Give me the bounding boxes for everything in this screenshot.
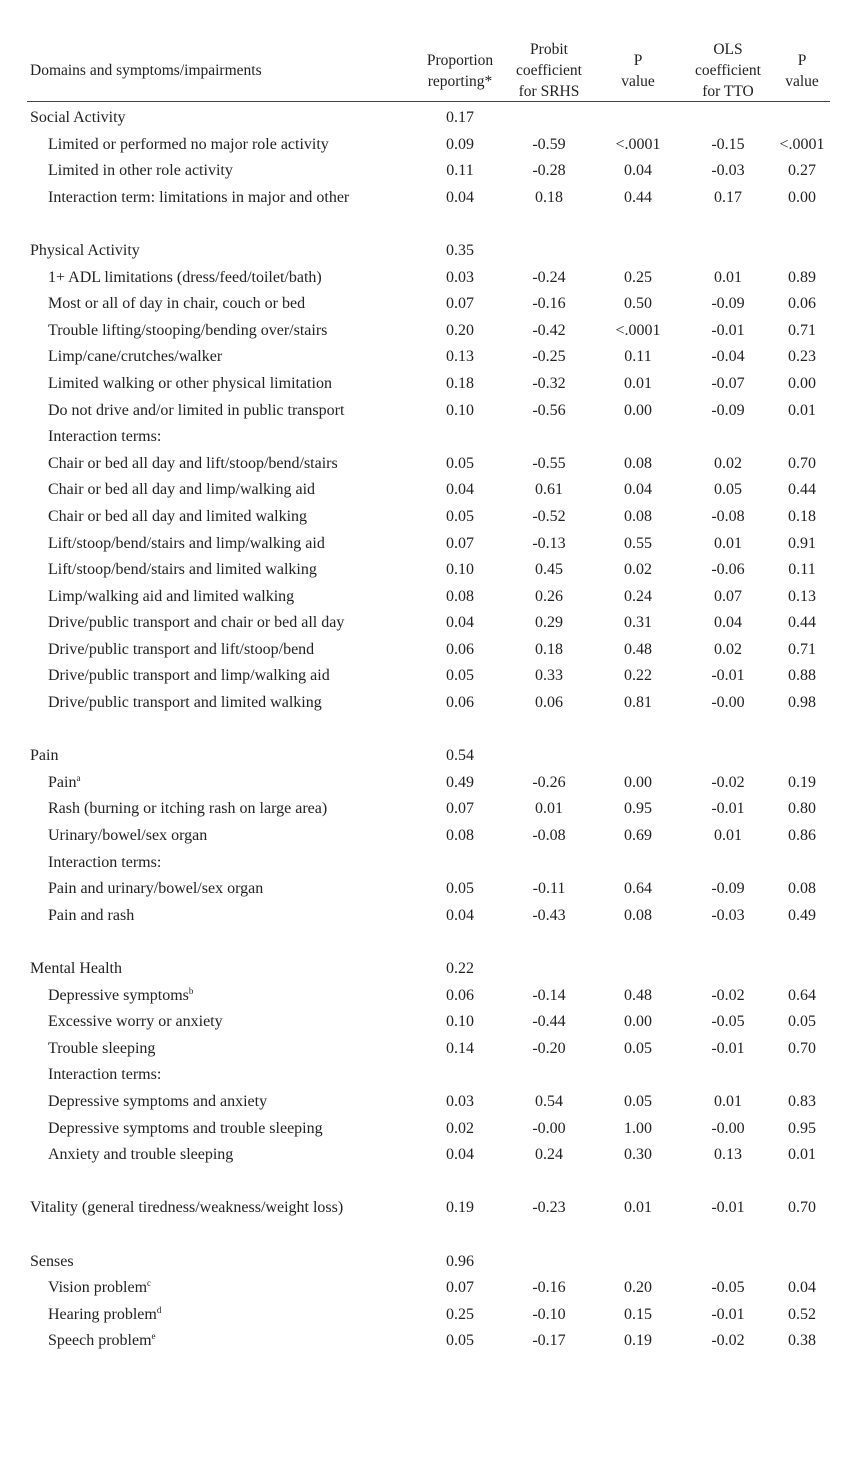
proportion-cell: 0.20 (446, 321, 474, 339)
table-row (0, 877, 860, 904)
p-value-tto-cell: 0.89 (788, 268, 816, 286)
row-label: Chair or bed all day and limp/walking aid (48, 481, 316, 499)
table-row (0, 1196, 860, 1223)
probit-cell: -0.42 (532, 321, 566, 339)
probit-cell: -0.59 (532, 135, 566, 153)
p-value-srhs-cell: 0.19 (624, 1332, 652, 1350)
table-row (0, 292, 860, 319)
row-label: Pain and urinary/bowel/sex organ (48, 880, 264, 898)
row-label: Anxiety and trouble sleeping (48, 1146, 234, 1164)
proportion-cell: 0.22 (446, 960, 474, 977)
table-row (0, 1303, 860, 1330)
ols-cell: -0.01 (711, 667, 745, 685)
proportion-cell: 0.14 (446, 1039, 474, 1057)
row-label: Trouble lifting/stooping/bending over/stairs (48, 321, 328, 339)
table-row (0, 1276, 860, 1303)
p-value-tto-cell: 0.06 (788, 295, 816, 313)
footnote-marker: a (76, 772, 81, 783)
row-label: 1+ ADL limitations (dress/feed/toilet/bath) (48, 268, 322, 286)
header-domain: Domains and symptoms/impairments (30, 62, 262, 79)
proportion-cell: 0.07 (446, 534, 474, 552)
proportion-cell: 0.49 (446, 773, 474, 791)
p-value-tto-cell: 0.44 (788, 614, 816, 632)
row-label: Senses (30, 1252, 74, 1270)
p-value-tto-cell: 0.00 (788, 188, 816, 206)
probit-cell: 0.18 (535, 640, 563, 658)
ols-cell: -0.01 (711, 1199, 745, 1217)
probit-cell: -0.08 (532, 827, 566, 845)
row-label: Drive/public transport and limited walking (48, 694, 322, 712)
ols-cell: 0.02 (714, 454, 742, 472)
row-label: Trouble sleeping (48, 1039, 156, 1057)
ols-cell: -0.06 (711, 561, 745, 579)
p-value-srhs-cell: 0.30 (624, 1146, 652, 1164)
footnote-marker: b (188, 985, 194, 996)
ols-cell: -0.07 (711, 374, 745, 392)
p-value-srhs-cell: 0.04 (624, 162, 652, 180)
row-label: Drive/public transport and lift/stoop/bend (48, 640, 315, 658)
row-label: Limited in other role activity (48, 162, 233, 180)
p-value-tto-cell: 0.08 (788, 880, 816, 898)
p-value-tto-cell: 0.70 (788, 1039, 816, 1057)
row-label: Chair or bed all day and lift/stoop/bend/stairs (48, 454, 338, 472)
p-value-tto-cell: 0.71 (788, 321, 816, 339)
p-value-srhs-cell: <.0001 (615, 321, 661, 339)
table-row (0, 399, 860, 426)
row-label: Speech problem$^e$ (48, 1331, 156, 1350)
ols-cell: 0.02 (714, 640, 742, 658)
probit-cell: -0.23 (532, 1199, 566, 1217)
probit-cell: 0.24 (535, 1146, 563, 1164)
p-value-srhs-cell: 0.02 (624, 561, 652, 579)
p-value-tto-cell: 0.23 (788, 348, 816, 366)
table-row (0, 425, 860, 452)
p-value-tto-cell: 0.18 (788, 507, 816, 525)
proportion-cell: 0.10 (446, 1013, 474, 1031)
p-value-srhs-cell: 0.00 (624, 1013, 652, 1031)
p-value-srhs-cell: 0.22 (624, 667, 652, 685)
ols-cell: -0.08 (711, 507, 745, 525)
proportion-cell: 0.03 (446, 1092, 474, 1110)
proportion-cell: 0.07 (446, 1279, 474, 1297)
p-value-srhs-cell: 0.24 (624, 587, 652, 605)
proportion-cell: 0.09 (446, 135, 474, 153)
probit-cell: 0.18 (535, 188, 563, 206)
proportion-cell: 0.02 (446, 1119, 474, 1137)
proportion-cell: 0.35 (446, 241, 474, 259)
row-label: Most or all of day in chair, couch or bed (48, 295, 306, 313)
proportion-cell: 0.25 (446, 1305, 474, 1323)
p-value-tto-cell: 0.00 (788, 374, 816, 392)
p-value-srhs-cell: 0.50 (624, 295, 652, 313)
probit-cell: 0.54 (535, 1092, 563, 1110)
probit-cell: -0.17 (532, 1332, 566, 1350)
row-label: Social Activity (30, 109, 126, 126)
p-value-srhs-cell: <.0001 (615, 135, 661, 153)
p-value-tto-cell: 0.88 (788, 667, 816, 685)
ols-cell: -0.02 (711, 986, 745, 1004)
row-label: Limp/cane/crutches/walker (48, 348, 223, 366)
header-ols: OLS coefficient for TTO (695, 41, 761, 100)
ols-cell: 0.01 (714, 1092, 742, 1110)
proportion-cell: 0.19 (446, 1199, 474, 1217)
p-value-srhs-cell: 0.05 (624, 1039, 652, 1057)
p-value-srhs-cell: 0.31 (624, 614, 652, 632)
proportion-cell: 0.04 (446, 906, 474, 924)
row-label: Excessive worry or anxiety (48, 1013, 223, 1031)
row-label: Limp/walking aid and limited walking (48, 587, 295, 605)
ols-cell: -0.01 (711, 321, 745, 339)
ols-cell: -0.04 (711, 348, 745, 366)
ols-cell: 0.13 (714, 1146, 742, 1164)
proportion-cell: 0.13 (446, 348, 474, 366)
row-label: Interaction term: limitations in major and other (48, 188, 350, 206)
row-label: Drive/public transport and chair or bed all day (48, 614, 345, 632)
proportion-cell: 0.04 (446, 614, 474, 632)
row-label: Depressive symptoms$^b$ (48, 985, 194, 1004)
probit-cell: -0.43 (532, 906, 566, 924)
row-label: Interaction terms: (48, 853, 162, 871)
probit-cell: 0.06 (535, 694, 563, 712)
p-value-srhs-cell: 0.55 (624, 534, 652, 552)
probit-cell: -0.10 (532, 1305, 566, 1323)
table-row (0, 1037, 860, 1064)
ols-cell: -0.15 (711, 135, 745, 153)
proportion-cell: 0.04 (446, 188, 474, 206)
proportion-cell: 0.03 (446, 268, 474, 286)
header-p-value-srhs: P value (621, 52, 655, 90)
table-row (0, 106, 860, 133)
probit-cell: -0.44 (532, 1013, 566, 1031)
ols-cell: -0.09 (711, 295, 745, 313)
probit-cell: -0.32 (532, 374, 566, 392)
probit-cell: -0.20 (532, 1039, 566, 1057)
p-value-tto-cell: 0.70 (788, 454, 816, 472)
probit-cell: 0.26 (535, 587, 563, 605)
p-value-srhs-cell: 0.08 (624, 906, 652, 924)
p-value-tto-cell: 0.38 (788, 1332, 816, 1350)
p-value-tto-cell: 0.13 (788, 587, 816, 605)
proportion-cell: 0.07 (446, 295, 474, 313)
table-row (0, 638, 860, 665)
proportion-cell: 0.06 (446, 986, 474, 1004)
p-value-srhs-cell: 0.20 (624, 1279, 652, 1297)
row-label: Chair or bed all day and limited walking (48, 507, 308, 525)
proportion-cell: 0.08 (446, 827, 474, 845)
ols-cell: 0.07 (714, 587, 742, 605)
ols-cell: -0.01 (711, 1305, 745, 1323)
table-row (0, 319, 860, 346)
row-label: Limited walking or other physical limitation (48, 374, 332, 392)
ols-cell: -0.00 (711, 694, 745, 712)
probit-cell: -0.24 (532, 268, 566, 286)
table-row (0, 345, 860, 372)
row-label: Interaction terms: (48, 428, 162, 446)
row-label: Interaction terms: (48, 1066, 162, 1084)
p-value-tto-cell: 0.19 (788, 773, 816, 791)
row-spacer (0, 1223, 860, 1250)
p-value-tto-cell: 0.01 (788, 1146, 816, 1164)
row-label: Mental Health (30, 960, 122, 977)
footnote-marker: e (151, 1331, 156, 1342)
p-value-srhs-cell: 0.64 (624, 880, 652, 898)
p-value-tto-cell: 0.64 (788, 986, 816, 1004)
p-value-tto-cell: 0.83 (788, 1092, 816, 1110)
p-value-srhs-cell: 0.48 (624, 986, 652, 1004)
p-value-srhs-cell: 0.00 (624, 773, 652, 791)
table-row (0, 558, 860, 585)
row-label: Depressive symptoms and anxiety (48, 1092, 268, 1110)
row-label: Drive/public transport and limp/walking aid (48, 667, 330, 685)
p-value-srhs-cell: 0.11 (624, 348, 652, 366)
table-row (0, 1063, 860, 1090)
proportion-cell: 0.05 (446, 880, 474, 898)
table-row (0, 478, 860, 505)
row-label: Hearing problem$^d$ (48, 1304, 162, 1323)
proportion-cell: 0.11 (446, 162, 474, 180)
p-value-tto-cell: <.0001 (779, 135, 825, 153)
p-value-tto-cell: 0.27 (788, 162, 816, 180)
ols-cell: -0.09 (711, 880, 745, 898)
probit-cell: -0.00 (532, 1119, 566, 1137)
table-row (0, 664, 860, 691)
row-label: Pain and rash (48, 906, 135, 924)
proportion-cell: 0.17 (446, 109, 474, 126)
p-value-srhs-cell: 0.05 (624, 1092, 652, 1110)
p-value-srhs-cell: 0.01 (624, 374, 652, 392)
probit-cell: -0.25 (532, 348, 566, 366)
ols-cell: 0.01 (714, 534, 742, 552)
table-body (0, 106, 860, 1356)
probit-cell: -0.55 (532, 454, 566, 472)
p-value-srhs-cell: 0.95 (624, 800, 652, 818)
p-value-srhs-cell: 0.48 (624, 640, 652, 658)
p-value-tto-cell: 0.86 (788, 827, 816, 845)
table-row (0, 797, 860, 824)
ols-cell: 0.04 (714, 614, 742, 632)
p-value-tto-cell: 0.04 (788, 1279, 816, 1297)
ols-cell: 0.01 (714, 268, 742, 286)
proportion-cell: 0.10 (446, 401, 474, 419)
ols-cell: -0.05 (711, 1279, 745, 1297)
ols-cell: 0.01 (714, 827, 742, 845)
header-p-value-tto: P value (785, 52, 819, 90)
row-label: Lift/stoop/bend/stairs and limp/walking aid (48, 534, 325, 552)
proportion-cell: 0.54 (446, 747, 474, 765)
probit-cell: -0.16 (532, 295, 566, 313)
table-row (0, 452, 860, 479)
row-label: Limited or performed no major role activity (48, 135, 329, 153)
table-row (0, 239, 860, 266)
row-label: Pain$^a$ (48, 772, 81, 791)
probit-cell: -0.11 (532, 880, 566, 898)
p-value-srhs-cell: 0.08 (624, 507, 652, 525)
row-spacer (0, 930, 860, 957)
p-value-tto-cell: 0.98 (788, 694, 816, 712)
table-row (0, 1010, 860, 1037)
ols-cell: -0.00 (711, 1119, 745, 1137)
probit-cell: -0.52 (532, 507, 566, 525)
table-row (0, 1143, 860, 1170)
row-label: Rash (burning or itching rash on large area) (48, 800, 328, 818)
header-proportion: Proportion reporting* (426, 52, 494, 90)
table-row (0, 372, 860, 399)
proportion-cell: 0.07 (446, 800, 474, 818)
row-spacer (0, 1170, 860, 1197)
p-value-tto-cell: 0.11 (788, 561, 816, 579)
header-rule (27, 101, 830, 102)
p-value-tto-cell: 0.01 (788, 401, 816, 419)
table-row (0, 532, 860, 559)
probit-cell: -0.56 (532, 401, 566, 419)
table-row (0, 1117, 860, 1144)
p-value-srhs-cell: 0.81 (624, 694, 652, 712)
table-row (0, 771, 860, 798)
probit-cell: -0.13 (532, 534, 566, 552)
proportion-cell: 0.05 (446, 454, 474, 472)
probit-cell: -0.28 (532, 162, 566, 180)
row-label: Physical Activity (30, 241, 140, 259)
ols-cell: 0.17 (714, 188, 742, 206)
p-value-srhs-cell: 1.00 (624, 1119, 652, 1137)
row-label: Urinary/bowel/sex organ (48, 827, 208, 845)
footnote-marker: d (156, 1304, 162, 1315)
p-value-srhs-cell: 0.44 (624, 188, 652, 206)
table-row (0, 1090, 860, 1117)
row-label: Pain (30, 747, 59, 765)
ols-cell: -0.01 (711, 1039, 745, 1057)
table-row (0, 611, 860, 638)
proportion-cell: 0.10 (446, 561, 474, 579)
p-value-tto-cell: 0.80 (788, 800, 816, 818)
p-value-tto-cell: 0.52 (788, 1305, 816, 1323)
probit-cell: -0.26 (532, 773, 566, 791)
proportion-cell: 0.06 (446, 640, 474, 658)
footnote-marker: c (147, 1278, 152, 1289)
row-label: Vitality (general tiredness/weakness/weight loss) (30, 1199, 344, 1217)
row-label: Lift/stoop/bend/stairs and limited walking (48, 561, 317, 579)
table-row (0, 691, 860, 718)
row-label: Vision problem$^c$ (48, 1278, 152, 1297)
probit-cell: -0.14 (532, 986, 566, 1004)
p-value-tto-cell: 0.05 (788, 1013, 816, 1031)
proportion-cell: 0.08 (446, 587, 474, 605)
ols-cell: -0.09 (711, 401, 745, 419)
table-row (0, 186, 860, 213)
p-value-srhs-cell: 0.00 (624, 401, 652, 419)
row-label: Do not drive and/or limited in public transport (48, 401, 345, 419)
proportion-cell: 0.18 (446, 374, 474, 392)
table-row (0, 904, 860, 931)
table-row (0, 1329, 860, 1356)
probit-cell: 0.29 (535, 614, 563, 632)
proportion-cell: 0.05 (446, 1332, 474, 1350)
probit-cell: 0.33 (535, 667, 563, 685)
ols-cell: -0.03 (711, 162, 745, 180)
table-row (0, 824, 860, 851)
p-value-srhs-cell: 0.25 (624, 268, 652, 286)
probit-cell: -0.16 (532, 1279, 566, 1297)
row-spacer (0, 212, 860, 239)
probit-cell: 0.45 (535, 561, 563, 579)
header-probit: Probit coefficient for SRHS (516, 41, 582, 100)
table-row (0, 505, 860, 532)
table-row (0, 585, 860, 612)
proportion-cell: 0.04 (446, 1146, 474, 1164)
table-row (0, 1250, 860, 1277)
p-value-tto-cell: 0.49 (788, 906, 816, 924)
p-value-tto-cell: 0.71 (788, 640, 816, 658)
row-spacer (0, 718, 860, 745)
proportion-cell: 0.05 (446, 507, 474, 525)
table-row (0, 851, 860, 878)
table-row (0, 159, 860, 186)
p-value-srhs-cell: 0.01 (624, 1199, 652, 1217)
probit-cell: 0.01 (535, 800, 563, 818)
p-value-tto-cell: 0.91 (788, 534, 816, 552)
p-value-tto-cell: 0.70 (788, 1199, 816, 1217)
proportion-cell: 0.06 (446, 694, 474, 712)
table-row (0, 266, 860, 293)
ols-cell: -0.05 (711, 1013, 745, 1031)
proportion-cell: 0.96 (446, 1252, 474, 1270)
proportion-cell: 0.05 (446, 667, 474, 685)
table-row (0, 984, 860, 1011)
ols-cell: 0.05 (714, 481, 742, 499)
p-value-srhs-cell: 0.69 (624, 827, 652, 845)
ols-cell: -0.01 (711, 800, 745, 818)
p-value-tto-cell: 0.44 (788, 481, 816, 499)
row-label: Depressive symptoms and trouble sleeping (48, 1119, 323, 1137)
p-value-srhs-cell: 0.15 (624, 1305, 652, 1323)
table-row (0, 744, 860, 771)
p-value-tto-cell: 0.95 (788, 1119, 816, 1137)
ols-cell: -0.02 (711, 1332, 745, 1350)
p-value-srhs-cell: 0.04 (624, 481, 652, 499)
table-row (0, 957, 860, 984)
table-row (0, 133, 860, 160)
ols-cell: -0.02 (711, 773, 745, 791)
probit-cell: 0.61 (535, 481, 563, 499)
proportion-cell: 0.04 (446, 481, 474, 499)
p-value-srhs-cell: 0.08 (624, 454, 652, 472)
ols-cell: -0.03 (711, 906, 745, 924)
